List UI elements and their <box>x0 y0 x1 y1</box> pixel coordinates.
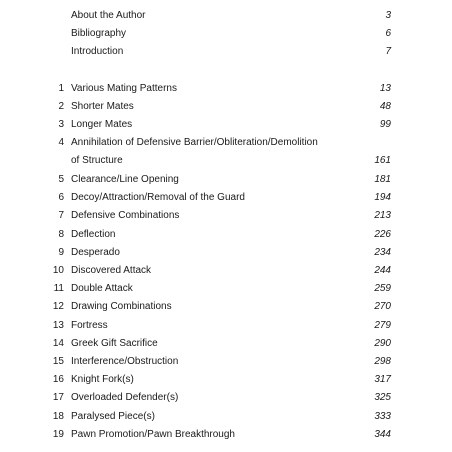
toc-entry-chapter-10[interactable] <box>0 263 452 279</box>
entry-page: 6 <box>385 28 391 39</box>
chapter-number: 9 <box>58 247 64 258</box>
entry-page: 226 <box>374 229 391 240</box>
chapter-number: 3 <box>58 119 64 130</box>
entry-title: Deflection <box>71 229 116 240</box>
entry-title: Interference/Obstruction <box>71 356 179 367</box>
toc-entry-chapter-14[interactable] <box>0 336 452 352</box>
entry-title: Various Mating Patterns <box>71 83 177 94</box>
entry-title: Fortress <box>71 320 108 331</box>
entry-title: Decoy/Attraction/Removal of the Guard <box>71 192 245 203</box>
chapter-number: 1 <box>58 83 64 94</box>
entry-title: Longer Mates <box>71 119 133 130</box>
toc-entry-chapter-12[interactable] <box>0 299 452 315</box>
chapter-number: 19 <box>52 429 64 440</box>
chapter-number: 18 <box>52 411 64 422</box>
entry-page: 3 <box>385 10 391 21</box>
chapter-number: 10 <box>52 265 64 276</box>
chapter-number: 5 <box>58 174 64 185</box>
toc-entry-chapter-18[interactable] <box>0 409 452 425</box>
entry-title: Bibliography <box>71 28 127 39</box>
entry-title: About the Author <box>71 10 146 21</box>
chapter-number: 12 <box>52 301 64 312</box>
toc-entry-introduction[interactable] <box>0 44 452 60</box>
toc-entry-chapter-8[interactable] <box>0 227 452 243</box>
chapter-number: 17 <box>52 392 64 403</box>
entry-title: Clearance/Line Opening <box>71 174 179 185</box>
entry-page: 325 <box>374 392 391 403</box>
entry-page: 298 <box>374 356 391 367</box>
entry-page: 244 <box>374 265 391 276</box>
chapter-number: 4 <box>58 137 64 148</box>
entry-title-continued: of Structure <box>71 155 123 166</box>
entry-title: Annihilation of Defensive Barrier/Obliteration/Demolition <box>71 137 318 148</box>
entry-title: Desperado <box>71 247 120 258</box>
toc-entry-chapter-16[interactable] <box>0 372 452 388</box>
entry-page: 181 <box>374 174 391 185</box>
entry-title: Pawn Promotion/Pawn Breakthrough <box>71 429 235 440</box>
chapter-number: 14 <box>52 338 64 349</box>
toc-entry-bibliography[interactable] <box>0 26 452 42</box>
chapter-number: 8 <box>58 229 64 240</box>
toc-entry-chapter-11[interactable] <box>0 281 452 297</box>
chapter-number: 16 <box>52 374 64 385</box>
chapter-number: 6 <box>58 192 64 203</box>
chapter-number: 15 <box>52 356 64 367</box>
entry-page: 13 <box>379 83 391 94</box>
entry-page: 213 <box>374 210 391 221</box>
toc-entry-chapter-2[interactable] <box>0 99 452 115</box>
entry-page: 194 <box>374 192 391 203</box>
toc-entry-chapter-3[interactable] <box>0 117 452 133</box>
entry-page: 259 <box>374 283 391 294</box>
entry-page: 344 <box>374 429 391 440</box>
chapter-number: 11 <box>53 283 64 294</box>
toc-entry-chapter-9[interactable] <box>0 245 452 261</box>
entry-page: 7 <box>385 46 391 57</box>
entry-page: 317 <box>374 374 391 385</box>
toc-entry-chapter-19[interactable] <box>0 427 452 443</box>
entry-title: Drawing Combinations <box>71 301 172 312</box>
entry-title: Defensive Combinations <box>71 210 180 221</box>
entry-page: 270 <box>374 301 391 312</box>
entry-title: Shorter Mates <box>71 101 134 112</box>
toc-entry-chapter-5[interactable] <box>0 172 452 188</box>
toc-entry-chapter-7[interactable] <box>0 208 452 224</box>
entry-title: Introduction <box>71 46 124 57</box>
toc-entry-chapter-13[interactable] <box>0 318 452 334</box>
toc-entry-about-the-author[interactable] <box>0 8 452 24</box>
entry-page: 161 <box>374 155 391 166</box>
toc-entry-chapter-15[interactable] <box>0 354 452 370</box>
entry-title: Overloaded Defender(s) <box>71 392 179 403</box>
chapter-number: 7 <box>58 210 64 221</box>
entry-page: 333 <box>374 411 391 422</box>
entry-title: Paralysed Piece(s) <box>71 411 155 422</box>
entry-page: 234 <box>374 247 391 258</box>
entry-page: 290 <box>374 338 391 349</box>
toc-entry-chapter-4-continued[interactable] <box>0 153 452 169</box>
toc-entry-chapter-4[interactable] <box>0 135 452 151</box>
toc-entry-chapter-1[interactable] <box>0 81 452 97</box>
entry-title: Knight Fork(s) <box>71 374 134 385</box>
entry-title: Greek Gift Sacrifice <box>71 338 158 349</box>
entry-title: Double Attack <box>71 283 133 294</box>
toc-entry-chapter-17[interactable] <box>0 390 452 406</box>
toc-entry-chapter-6[interactable] <box>0 190 452 206</box>
entry-title: Discovered Attack <box>71 265 152 276</box>
chapter-number: 13 <box>52 320 64 331</box>
entry-page: 279 <box>374 320 391 331</box>
entry-page: 48 <box>379 101 391 112</box>
entry-page: 99 <box>379 119 391 130</box>
chapter-number: 2 <box>58 101 64 112</box>
